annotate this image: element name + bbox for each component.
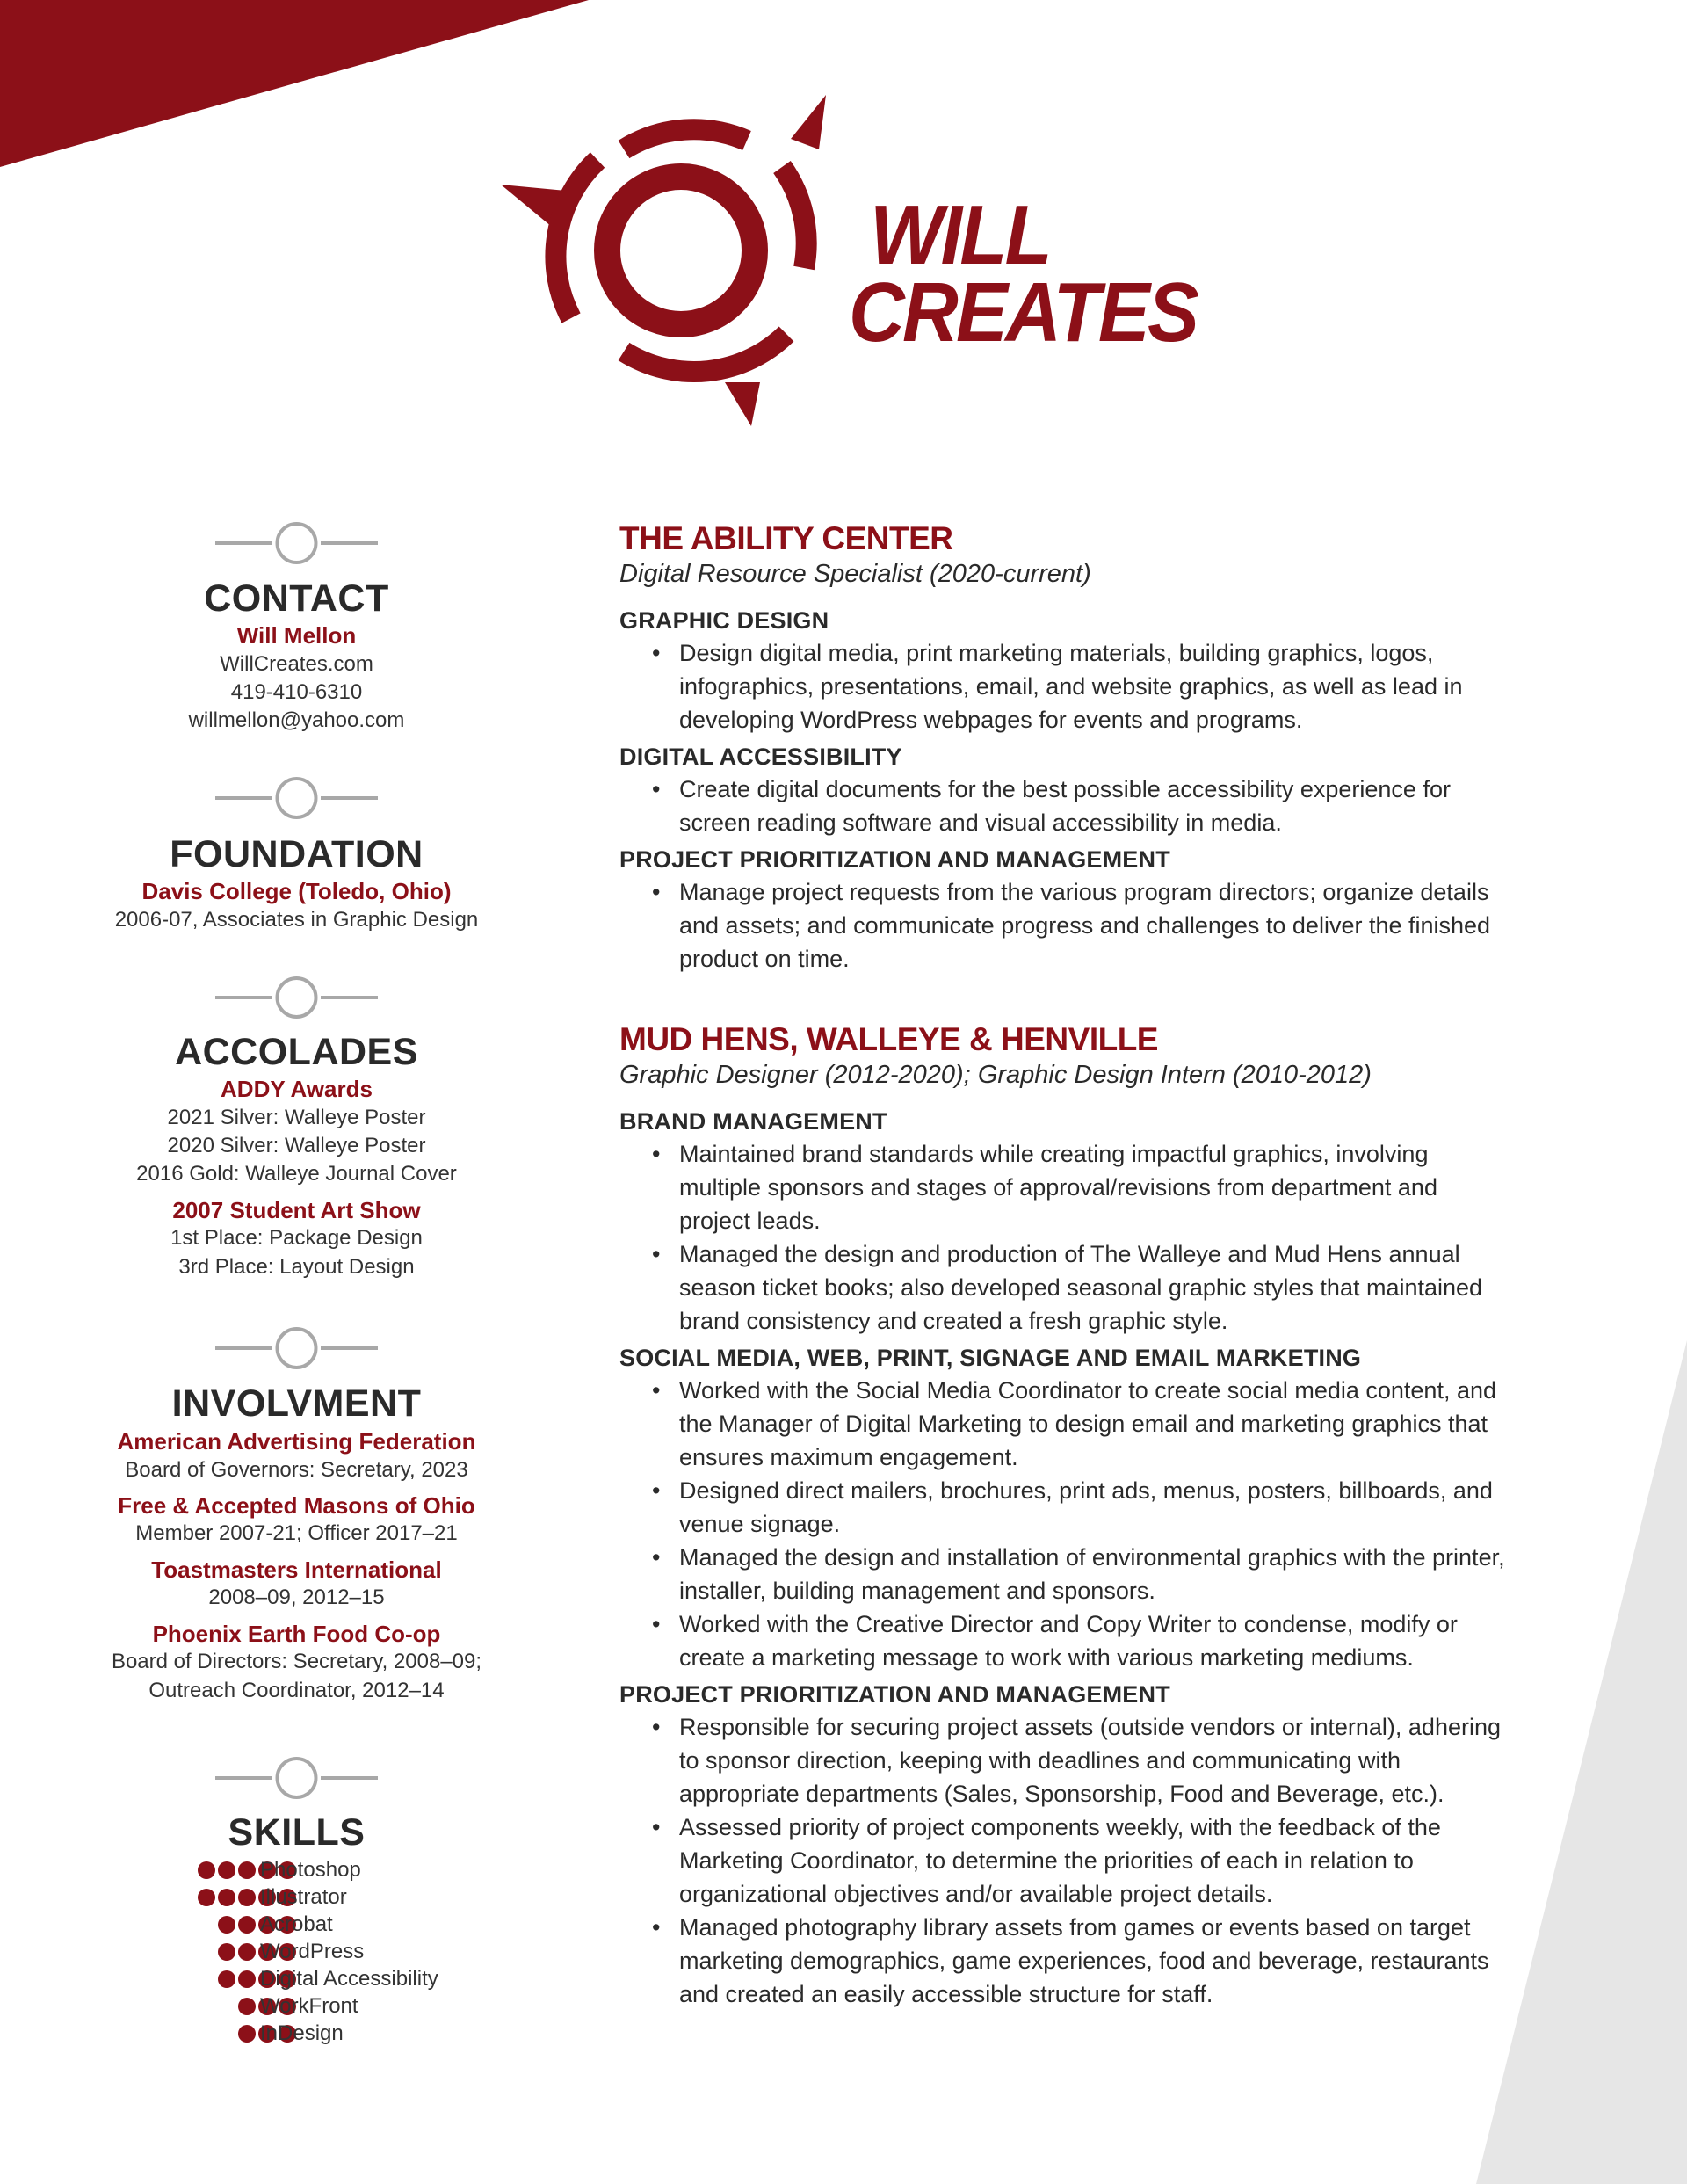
skill-dot — [238, 1970, 256, 1988]
accolades-title: ACCOLADES — [175, 1031, 418, 1073]
involvement-heading: Toastmasters International — [151, 1556, 442, 1583]
section-divider-icon — [53, 1322, 540, 1375]
skill-dot — [238, 2025, 256, 2043]
skill-dot — [218, 1916, 235, 1934]
skill-name: Acrobat — [260, 1912, 333, 1936]
circular-target-triangle-logo-icon — [492, 88, 844, 439]
bullet-list — [619, 1137, 1507, 1338]
skill-dot — [238, 1943, 256, 1961]
accolade-heading: ADDY Awards — [221, 1076, 373, 1102]
contact-title: CONTACT — [204, 577, 389, 620]
job-organization: THE ABILITY CENTER — [619, 520, 953, 556]
section-divider-icon — [53, 772, 540, 824]
bullet-item: • Maintained brand standards while creating impactful graphics, involving multiple sponsors and stages of approval/revisions from department and project leads. — [619, 1137, 1507, 1237]
bullet-list — [619, 1710, 1507, 2011]
job-role: Graphic Designer (2012-2020); Graphic Design Intern (2010-2012) — [619, 1060, 1372, 1089]
left-column — [53, 0, 540, 2184]
gray-wedge-decoration — [1476, 1340, 1687, 2184]
brand-name-line1: WILL — [870, 188, 1050, 282]
skill-name: Digital Accessibility — [260, 1967, 438, 1991]
skill-row — [53, 1911, 540, 1938]
skills-list — [53, 1856, 540, 2047]
job-role: Digital Resource Specialist (2020-current) — [619, 560, 1091, 588]
job-entry — [619, 1020, 1507, 2011]
bullet-item: • Create digital documents for the best possible accessibility experience for screen reading software and visual accessibility in media. — [619, 773, 1507, 839]
involvement-item: Board of Directors: Secretary, 2008–09; — [111, 1650, 482, 1674]
skill-name: InDesign — [260, 2021, 344, 2045]
bullet-item: • Assessed priority of project components weekly, with the feedback of the Marketing Coordinator, to determine the priorities of each in relation to organizational objectives and/or available project details. — [619, 1810, 1507, 1911]
foundation-school: Davis College (Toledo, Ohio) — [141, 878, 452, 904]
skill-dot — [238, 1998, 256, 2015]
foundation-block — [53, 877, 540, 934]
bullet-item: • Managed photography library assets from games or events based on target marketing demographics, game experiences, food and beverage, restaurants and created an easily accessible structure for staff. — [619, 1911, 1507, 2011]
skill-row — [53, 1883, 540, 1911]
job-section-title: BRAND MANAGEMENT — [619, 1107, 887, 1135]
bullet-item: • Managed the design and installation of environmental graphics with the printer, installer, building management and sponsors. — [619, 1541, 1507, 1607]
job-section-title: SOCIAL MEDIA, WEB, PRINT, SIGNAGE AND EMAIL MARKETING — [619, 1344, 1362, 1371]
skill-name: WordPress — [260, 1940, 365, 1963]
job-section-title: PROJECT PRIORITIZATION AND MANAGEMENT — [619, 1680, 1170, 1708]
skill-dot — [218, 1970, 235, 1988]
involvement-item: 2008–09, 2012–15 — [208, 1585, 385, 1610]
experience-column — [619, 522, 1507, 2011]
contact-website[interactable]: WillCreates.com — [220, 651, 373, 676]
skill-dot — [238, 1916, 256, 1934]
bullet-item: • Worked with the Creative Director and Copy Writer to condense, modify or create a marketing message to work with various marketing mediums. — [619, 1607, 1507, 1674]
job-organization: MUD HENS, WALLEYE & HENVILLE — [619, 1020, 1158, 1057]
involvement-item: Member 2007-21; Officer 2017–21 — [135, 1521, 458, 1546]
bullet-item: • Designed direct mailers, brochures, print ads, menus, posters, billboards, and venue signage. — [619, 1474, 1507, 1541]
skill-row — [53, 1965, 540, 1992]
job-section-title: DIGITAL ACCESSIBILITY — [619, 743, 902, 770]
accolade-item: 1st Place: Package Design — [170, 1226, 423, 1251]
section-divider-icon — [53, 971, 540, 1024]
involvement-heading: American Advertising Federation — [117, 1428, 476, 1455]
accolade-item: 2016 Gold: Walleye Journal Cover — [136, 1162, 457, 1186]
bullet-item: • Responsible for securing project assets (outside vendors or internal), adhering to sponsor direction, keeping with deadlines and communicating with appropriate departments (Sales, Sponsorship, Food and Beverage, etc.). — [619, 1710, 1507, 1810]
bullet-list — [619, 1374, 1507, 1674]
skill-dot — [238, 1861, 256, 1879]
accolades-block — [53, 1075, 540, 1281]
skill-name: WorkFront — [260, 1994, 358, 2018]
skill-name: Illustrator — [260, 1885, 347, 1909]
involvement-heading: Phoenix Earth Food Co-op — [152, 1620, 441, 1647]
skill-dot — [198, 1861, 215, 1879]
contact-phone[interactable]: 419-410-6310 — [230, 679, 363, 704]
job-section-title: PROJECT PRIORITIZATION AND MANAGEMENT — [619, 845, 1170, 873]
involvement-title: INVOLVMENT — [171, 1382, 422, 1425]
skill-row — [53, 1938, 540, 1965]
contact-name: Will Mellon — [236, 622, 357, 649]
involvement-item: Outreach Coordinator, 2012–14 — [148, 1678, 445, 1702]
bullet-item: • Managed the design and production of The Walleye and Mud Hens annual season ticket books; also developed seasonal graphic styles that maintained brand consistency and created a fresh graphic style. — [619, 1237, 1507, 1338]
skill-name: Photoshop — [260, 1858, 361, 1882]
bullet-item: • Manage project requests from the various program directors; organize details and assets; and communicate progress and challenges to deliver the finished product on time. — [619, 875, 1507, 976]
skill-row — [53, 2020, 540, 2047]
skill-dot — [218, 1861, 235, 1879]
accolade-item: 3rd Place: Layout Design — [178, 1254, 415, 1279]
accolade-item: 2020 Silver: Walleye Poster — [167, 1133, 426, 1157]
job-section-title: GRAPHIC DESIGN — [619, 606, 829, 634]
foundation-detail: 2006-07, Associates in Graphic Design — [114, 907, 479, 932]
skill-row — [53, 1856, 540, 1883]
bullet-list — [619, 636, 1507, 736]
involvement-item: Board of Governors: Secretary, 2023 — [125, 1457, 468, 1482]
brand-name-line2: CREATES — [849, 265, 1198, 359]
skill-dot — [218, 1889, 235, 1906]
involvement-heading: Free & Accepted Masons of Ohio — [118, 1491, 475, 1519]
skill-row — [53, 1992, 540, 2020]
contact-block — [53, 621, 540, 736]
involvement-block — [53, 1427, 540, 1705]
accolade-item: 2021 Silver: Walleye Poster — [167, 1105, 426, 1129]
job-entry — [619, 522, 1507, 976]
bullet-item: • Design digital media, print marketing materials, building graphics, logos, infographics, presentations, email, and website graphics, as well as lead in developing WordPress webpages for events and programs. — [619, 636, 1507, 736]
contact-email[interactable]: willmellon@yahoo.com — [188, 708, 405, 733]
skill-dot — [218, 1943, 235, 1961]
skills-title: SKILLS — [228, 1811, 366, 1854]
section-divider-icon — [53, 1752, 540, 1804]
bullet-list — [619, 875, 1507, 976]
skill-dot — [238, 1889, 256, 1906]
section-divider-icon — [53, 517, 540, 570]
accolade-heading: 2007 Student Art Show — [172, 1196, 421, 1223]
skill-dot — [198, 1889, 215, 1906]
bullet-list — [619, 773, 1507, 839]
foundation-title: FOUNDATION — [170, 833, 424, 875]
bullet-item: • Worked with the Social Media Coordinator to create social media content, and the Manager of Digital Marketing to design email and marketing graphics that ensures maximum engagement. — [619, 1374, 1507, 1474]
